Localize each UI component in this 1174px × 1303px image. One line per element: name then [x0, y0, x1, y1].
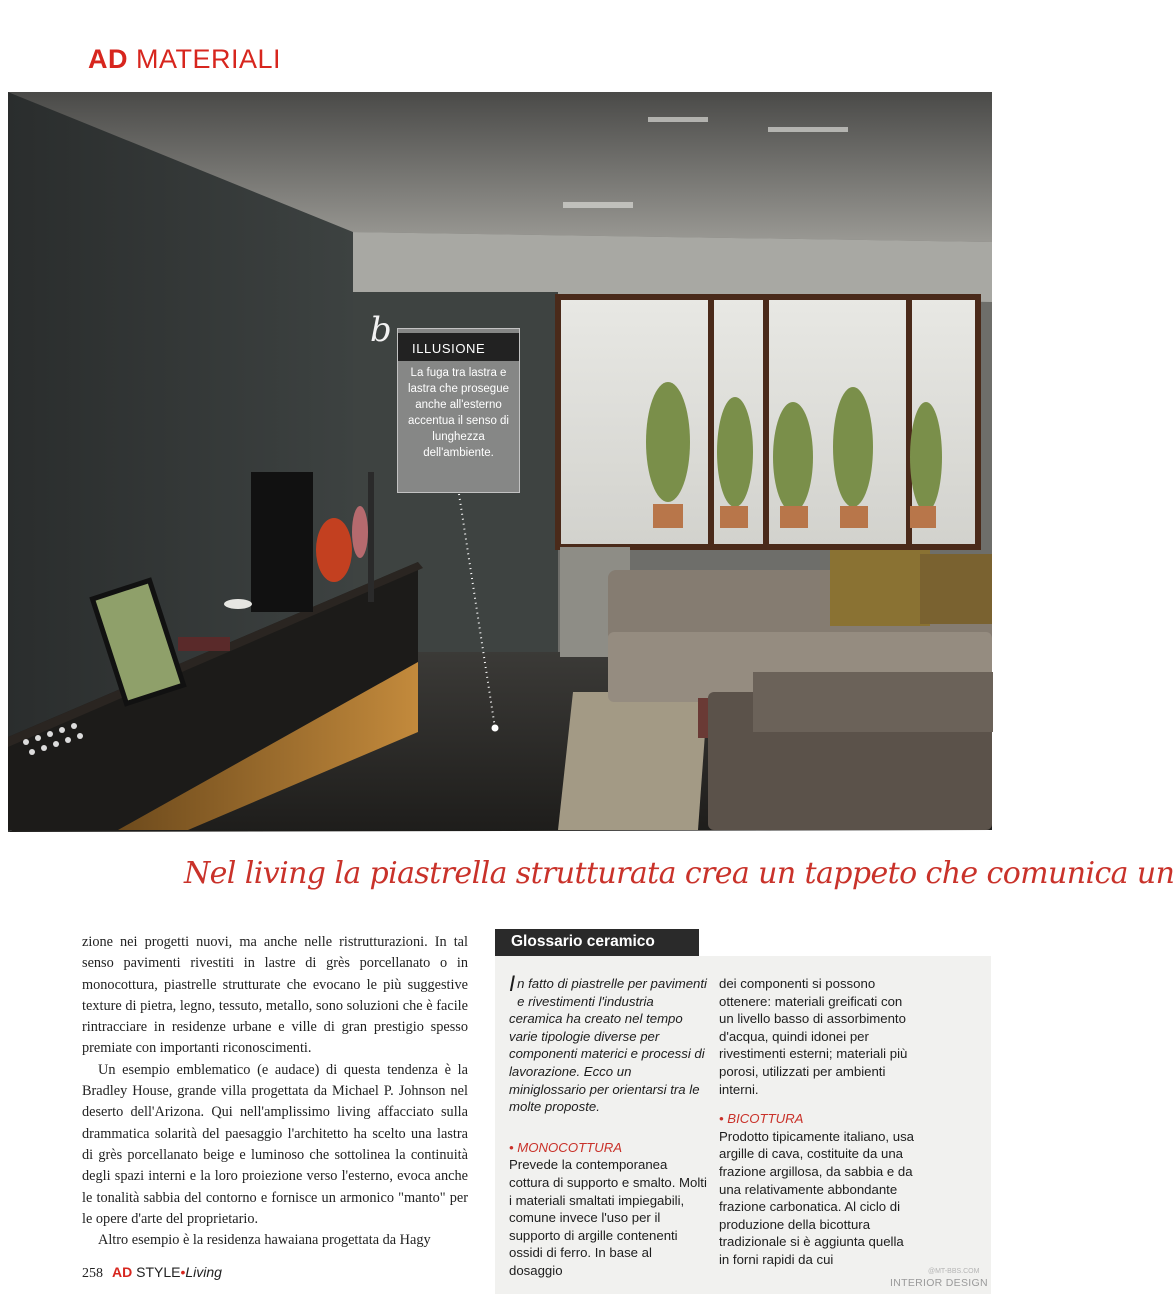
- section-header: [88, 44, 281, 75]
- glossary-column-1: [509, 971, 709, 1280]
- callout-text: La fuga tra lastra e lastra che prosegue anche all'esterno accentua il senso di lunghezza dell'ambiente.: [407, 367, 509, 459]
- footer-brand-style: STYLE: [136, 1264, 181, 1280]
- glossary-dropcap: I: [509, 971, 516, 996]
- body-paragraph-2: Un esempio emblematico (e audace) di questa tendenza è la Bradley House, grande villa progettata da Michael P. Johnson nel deserto dell'Arizona. Qui nell'amplissimo living affacciato sulla drammatica solarità del paesaggio l'architetto ha scelto una lastra di grès porcellanato beige e luminoso che sottolinea la continuità degli spazi interni e la loro proiezione verso l'esterno, evoca anche le tonalità sabbia del contorno e fornisce un armonico "manto" per le opere d'arte del proprietario.: [82, 1061, 468, 1227]
- glossary-term-bicottura-text: Prodotto tipicamente italiano, usa argille di cava, costituite da una frazione argillosa, da sabbia e da una relativamente abbondante frazione carbonatica. Al ciclo di produzione della bicottura tradizionale si è aggiunta quella in forni rapidi da cui: [719, 1128, 914, 1267]
- header-section: MATERIALI: [136, 44, 282, 74]
- footer-brand-dot: •: [180, 1264, 186, 1280]
- header-brand: AD: [88, 44, 128, 74]
- body-paragraph-3: Altro esempio è la residenza hawaiana progettata da Hagy: [98, 1232, 431, 1249]
- glossary-continuation-text: dei componenti si possono ottenere: materiali greificati con un livello basso di assorbimento d'acqua, quindi idonei per rivestimenti esterni; materiali più porosi, utilizzati per ambienti interni.: [719, 976, 908, 1097]
- glossary-term-monocottura-text: Prevede la contemporanea cottura di supporto e smalto. Molti i materiali smaltati impiegabili, comune invece l'uso per il supporto di argille contenenti ossidi di ferro. In base al dosaggio: [509, 1157, 707, 1278]
- body-paragraph-1: zione nei progetti nuovi, ma anche nelle ristrutturazioni. In tal senso pavimenti rivestiti in lastre di grès porcellanato o in monocottura, piastrelle strutturate che evocano le più suggestive texture di pietra, legno, tessuto, metallo, sono soluzioni che è facile rintracciare in residenze urbane e ville di gran prestigio spesso premiate con importanti riconoscimenti.: [82, 934, 468, 1057]
- callout-box: [397, 328, 520, 493]
- glossary-title: Glossario ceramico: [495, 929, 699, 956]
- footer-brand-living: Living: [185, 1264, 222, 1280]
- callout-pointer-dots: [457, 494, 497, 734]
- glossary-term-monocottura: • MONOCOTTURA: [509, 1139, 623, 1155]
- footer-brand-ad: AD: [112, 1264, 133, 1280]
- watermark-site: @MT-BBS.COM: [928, 1268, 980, 1275]
- footer-brand: [112, 1264, 222, 1280]
- glossary-column-2: [719, 975, 915, 1269]
- glossary-intro-text: n fatto di piastrelle per pavimenti e rivestimenti l'industria ceramica ha creato nel tempo varie tipologie diverse per componenti materici e processi di lavorazione. Ecco un miniglossario per orientarsi tra le molte proposte.: [509, 976, 707, 1115]
- glossary-intro: [509, 971, 709, 1116]
- watermark: INTERIOR DESIGN: [890, 1277, 988, 1289]
- article-body: [82, 932, 468, 1251]
- callout-title: ILLUSIONE: [398, 333, 519, 361]
- callout-letter: b: [370, 310, 392, 350]
- headline: Nel living la piastrella strutturata crea un tappeto che comunica un: [184, 856, 1174, 891]
- glossary-term-bicottura: • BICOTTURA: [719, 1111, 804, 1127]
- page-number: 258: [82, 1266, 103, 1281]
